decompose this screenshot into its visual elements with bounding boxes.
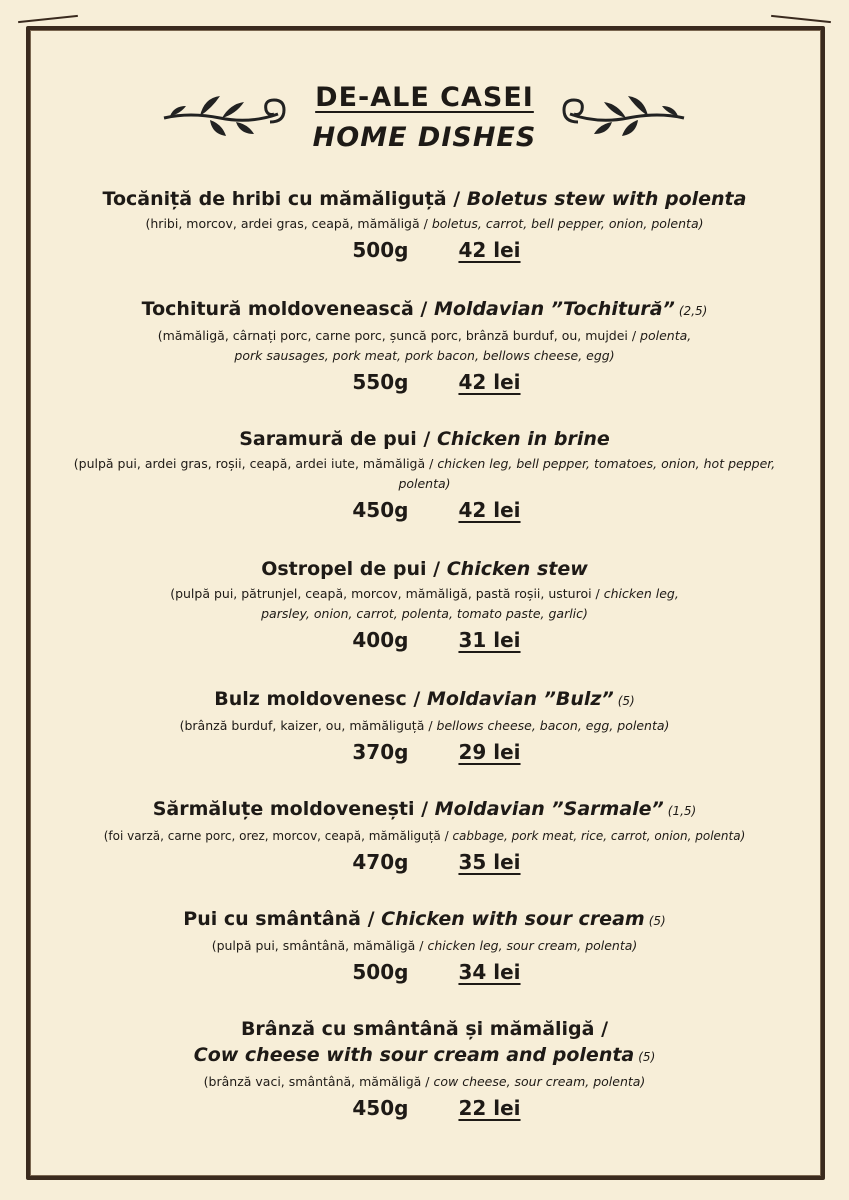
dish-name-english: Cow cheese with sour cream and polenta (193, 1044, 635, 1066)
dish-price: 31 lei (458, 628, 521, 652)
ingredients-romanian: (foi varză, carne porc, orez, morcov, ceapă, mămăliguță / (103, 829, 453, 843)
menu-item (30, 556, 819, 652)
dish-name-romanian: Saramură de pui / (239, 428, 437, 450)
dish-weight: 470g (352, 850, 409, 874)
dish-name-english: Moldavian ”Tochitură” (433, 298, 675, 320)
section-header (0, 82, 849, 162)
dish-weight: 400g (352, 628, 409, 652)
dish-name-romanian: Brânză cu smântână și mămăligă / (240, 1018, 609, 1040)
menu-item (30, 186, 819, 262)
dish-name (30, 686, 819, 714)
menu-item (30, 686, 819, 764)
menu-item (30, 906, 819, 984)
ingredients-english: cow cheese, sour cream, polenta) (433, 1074, 646, 1089)
dish-price: 42 lei (458, 238, 521, 262)
dish-name (30, 186, 819, 212)
allergen-codes: (1,5) (667, 804, 697, 818)
dish-ingredients (30, 936, 819, 956)
dish-ingredients (30, 584, 819, 624)
dish-weight: 450g (352, 1096, 409, 1120)
ingredients-english: cabbage, pork meat, rice, carrot, onion, polenta) (452, 829, 746, 843)
menu-item (30, 1016, 819, 1120)
dish-name (30, 796, 819, 824)
dish-name (30, 426, 819, 452)
dish-name-english: Boletus stew with polenta (466, 188, 747, 210)
dish-ingredients (30, 1072, 819, 1092)
dish-weight: 550g (352, 370, 409, 394)
ingredients-romanian: (brânză vaci, smântână, mămăligă / (203, 1074, 434, 1089)
ingredients-romanian: (pulpă pui, smântână, mămăligă / (211, 938, 428, 953)
leaf-ornament-icon (558, 92, 688, 140)
dish-name-romanian: Ostropel de pui / (261, 558, 447, 580)
dish-name (30, 296, 819, 324)
dish-weight: 500g (352, 960, 409, 984)
dish-name-english: Moldavian ”Bulz” (426, 688, 614, 710)
dish-name-english: Chicken stew (446, 558, 588, 580)
dish-price: 34 lei (458, 960, 521, 984)
dish-name-english: Chicken in brine (436, 428, 610, 450)
border-flourish-left (18, 15, 78, 23)
ingredients-romanian: (hribi, morcov, ardei gras, ceapă, mămăligă / (145, 216, 432, 231)
ingredients-english: chicken leg, parsley, onion, carrot, polenta, tomato paste, garlic) (261, 586, 679, 621)
border-flourish-right (771, 15, 831, 23)
allergen-codes: (5) (617, 694, 635, 708)
ingredients-english: chicken leg, sour cream, polenta) (427, 938, 638, 953)
price-row (30, 850, 819, 874)
price-row (30, 370, 819, 394)
price-row (30, 960, 819, 984)
price-row (30, 1096, 819, 1120)
dish-name-romanian: Pui cu smântână / (183, 908, 382, 930)
dish-name (30, 906, 819, 934)
section-title-english: HOME DISHES (312, 122, 537, 153)
dish-name-romanian: Sărmăluțe moldovenești / (152, 798, 435, 820)
dish-name-romanian: Tocăniță de hribi cu mămăliguță / (102, 188, 467, 210)
menu-item (30, 796, 819, 874)
dish-name-romanian: Bulz moldovenesc / (214, 688, 427, 710)
ingredients-english: polenta, pork sausages, pork meat, pork bacon, bellows cheese, egg) (234, 328, 692, 363)
ingredients-romanian: (pulpă pui, pătrunjel, ceapă, morcov, mămăligă, pastă roșii, usturoi / (170, 586, 604, 601)
allergen-codes: (5) (638, 1050, 656, 1064)
ingredients-english: bellows cheese, bacon, egg, polenta) (436, 718, 670, 733)
dish-weight: 500g (352, 238, 409, 262)
dish-price: 22 lei (458, 1096, 521, 1120)
dish-weight: 370g (352, 740, 409, 764)
section-title-romanian: DE-ALE CASEI (315, 82, 534, 113)
ingredients-english: boletus, carrot, bell pepper, onion, polenta) (431, 216, 704, 231)
dish-name-romanian: Tochitură moldovenească / (141, 298, 434, 320)
price-row (30, 238, 819, 262)
ingredients-english: chicken leg, bell pepper, tomatoes, onion, hot pepper, polenta) (398, 456, 776, 491)
price-row (30, 628, 819, 652)
dish-ingredients (30, 454, 819, 494)
menu-item (30, 296, 819, 394)
dish-price: 35 lei (458, 850, 521, 874)
allergen-codes: (5) (648, 914, 666, 928)
dish-ingredients (30, 214, 819, 234)
menu-item (30, 426, 819, 522)
dish-price: 42 lei (458, 498, 521, 522)
dish-name (30, 1016, 819, 1070)
dish-ingredients (30, 826, 819, 846)
dish-name (30, 556, 819, 582)
price-row (30, 498, 819, 522)
dish-name-english: Chicken with sour cream (381, 908, 645, 930)
dish-name-english: Moldavian ”Sarmale” (434, 798, 664, 820)
dish-weight: 450g (352, 498, 409, 522)
dish-price: 42 lei (458, 370, 521, 394)
dish-ingredients (30, 326, 819, 366)
dish-ingredients (30, 716, 819, 736)
ingredients-romanian: (brânză burduf, kaizer, ou, mămăliguță / (179, 718, 437, 733)
allergen-codes: (2,5) (678, 304, 708, 318)
ingredients-romanian: (mămăligă, cârnați porc, carne porc, șuncă porc, brânză burduf, ou, mujdei / (157, 328, 641, 343)
dish-price: 29 lei (458, 740, 521, 764)
price-row (30, 740, 819, 764)
ingredients-romanian: (pulpă pui, ardei gras, roșii, ceapă, ardei iute, mămăligă / (73, 456, 438, 471)
